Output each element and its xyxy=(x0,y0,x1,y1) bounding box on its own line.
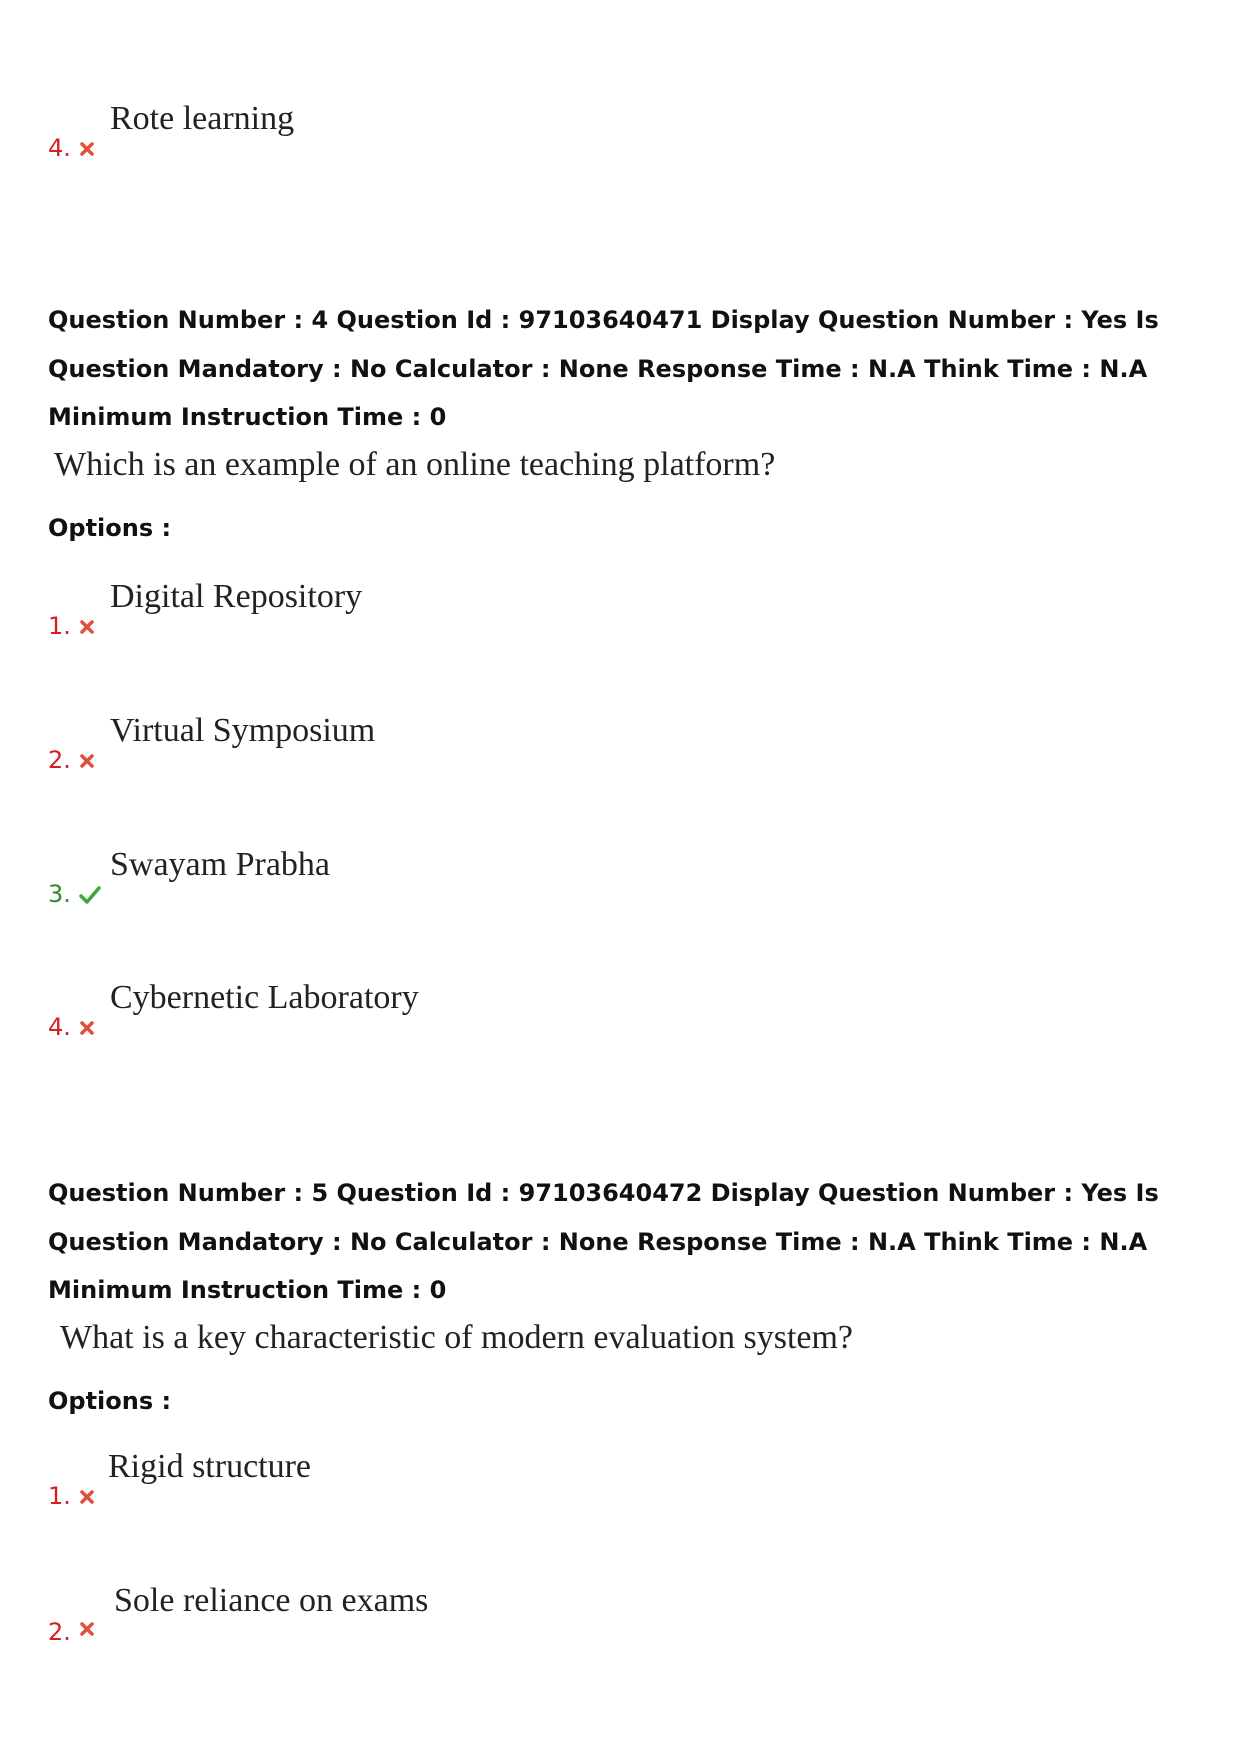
option-number: 3. xyxy=(48,880,71,908)
option-item xyxy=(48,979,848,1039)
option-number: 4. xyxy=(48,1013,71,1041)
option-text: Sole reliance on exams xyxy=(114,1582,429,1619)
question-stem: What is a key characteristic of modern evaluation system? xyxy=(60,1319,854,1356)
option-text: Rigid structure xyxy=(108,1448,312,1485)
option-text: Rote learning xyxy=(110,100,295,137)
option-text: Digital Repository xyxy=(110,578,363,615)
cross-icon xyxy=(78,1620,96,1638)
question-meta: Question Number : 4 Question Id : 97103640471 Display Question Number : Yes Is Question Mandatory : No Calculator : None Response Time : N.A Think Time : N.A Minimum Instruction Time : 0 xyxy=(48,306,1159,431)
question-block xyxy=(48,296,1200,1056)
check-icon xyxy=(78,886,102,904)
option-item xyxy=(48,578,848,638)
option-number: 2. xyxy=(48,1618,71,1646)
cross-icon xyxy=(78,752,96,770)
question-stem: Which is an example of an online teaching platform? xyxy=(54,446,776,483)
option-text: Cybernetic Laboratory xyxy=(110,979,419,1016)
option-text: Virtual Symposium xyxy=(110,712,376,749)
option-number: 2. xyxy=(48,746,71,774)
option-number: 1. xyxy=(48,612,71,640)
option-number: 1. xyxy=(48,1482,71,1510)
option-text: Swayam Prabha xyxy=(110,846,331,883)
question-meta: Question Number : 5 Question Id : 97103640472 Display Question Number : Yes Is Question Mandatory : No Calculator : None Response Time : N.A Think Time : N.A Minimum Instruction Time : 0 xyxy=(48,1179,1159,1304)
option-item xyxy=(48,1584,848,1644)
option-number: 4. xyxy=(48,134,71,162)
options-label: Options : xyxy=(48,514,172,542)
cross-icon xyxy=(78,1019,96,1037)
option-item xyxy=(48,1448,848,1508)
cross-icon xyxy=(78,618,96,636)
option-item xyxy=(48,100,848,160)
option-item xyxy=(48,712,848,772)
cross-icon xyxy=(78,140,96,158)
options-label: Options : xyxy=(48,1387,172,1415)
cross-icon xyxy=(78,1488,96,1506)
option-item xyxy=(48,846,848,906)
